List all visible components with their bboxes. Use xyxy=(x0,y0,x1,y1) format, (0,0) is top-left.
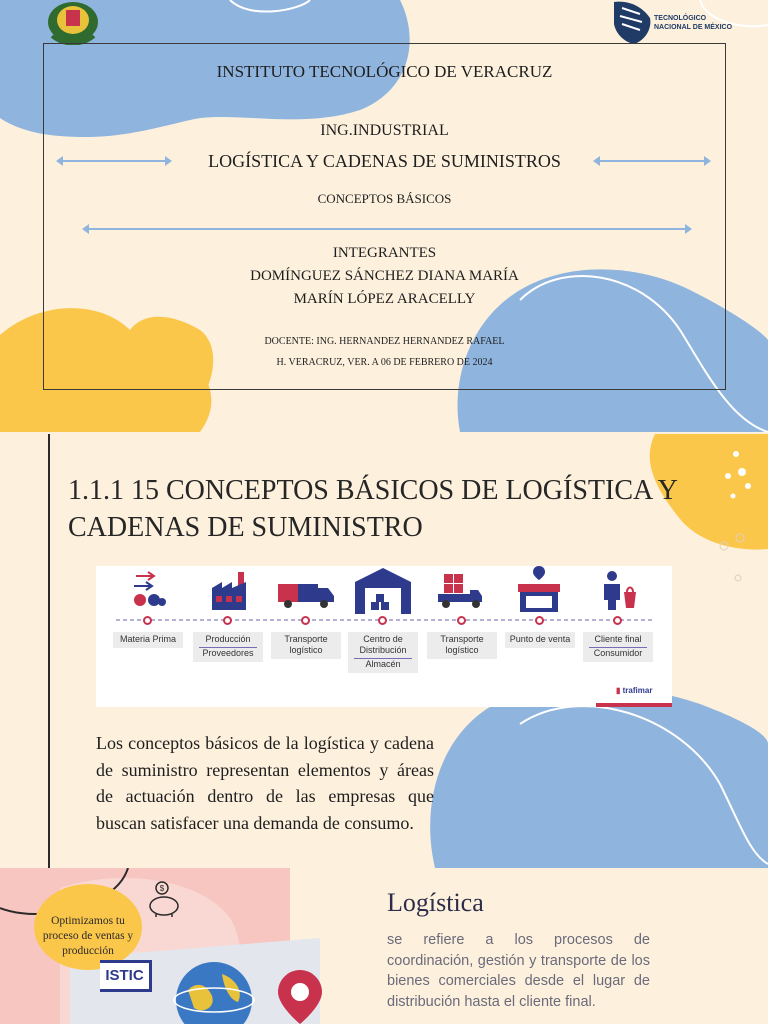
member-2: MARÍN LÓPEZ ARACELLY xyxy=(293,291,476,307)
chain-label-transport-1: Transporte logístico xyxy=(284,634,328,655)
brand-bar xyxy=(596,703,672,707)
member-1: DOMÍNGUEZ SÁNCHEZ DIANA MARÍA xyxy=(250,268,519,284)
svg-text:$: $ xyxy=(159,884,165,893)
location-pin-icon xyxy=(276,968,324,1024)
chain-step-point-of-sale xyxy=(502,566,578,707)
chain-label-point-of-sale: Punto de venta xyxy=(509,634,571,644)
truck-icon xyxy=(276,570,336,610)
chain-sub-distribution: Almacén xyxy=(365,659,401,669)
chain-sub-customer: Consumidor xyxy=(593,648,643,658)
customer-icon xyxy=(600,570,638,610)
chain-step-raw-material xyxy=(110,566,186,707)
tecnm-logo-text: TECNOLÓGICO NACIONAL DE MÉXICO xyxy=(654,15,733,31)
chain-sub-production: Proveedores xyxy=(202,648,254,658)
teacher: DOCENTE: ING. HERNANDEZ HERNANDEZ RAFAEL xyxy=(264,336,505,347)
warehouse-icon xyxy=(351,566,415,614)
topic-name: CONCEPTOS BÁSICOS xyxy=(317,191,452,206)
logistics-definition: se refiere a los procesos de coordinación, gestión y transporte de los bienes comerciales desde el lugar de distribución hasta el cliente final. xyxy=(387,932,650,1010)
concepts-slide xyxy=(0,434,768,868)
store-icon xyxy=(514,566,564,612)
logistics-slide xyxy=(0,868,768,1024)
chain-step-transport-1 xyxy=(268,566,344,707)
chain-label-customer: Cliente final xyxy=(594,634,642,644)
cargo-truck-icon xyxy=(436,570,484,610)
institute-emblem-logo xyxy=(44,0,102,45)
intro-paragraph: Los conceptos básicos de la logística y cadena de suministro representan elementos y áreas de actuación dentro de las empresas que buscan satisfacer una demanda de consumo. xyxy=(96,733,434,833)
logistics-title: Logística xyxy=(387,888,484,917)
raw-material-icon xyxy=(130,570,168,610)
factory-icon xyxy=(210,570,248,610)
chain-step-production xyxy=(190,566,266,707)
istic-sign: ISTIC xyxy=(100,960,152,992)
divider-arrow xyxy=(84,228,690,230)
right-arrow-decoration xyxy=(595,160,709,162)
chain-label-production: Producción xyxy=(205,634,251,644)
badge-text: Optimizamos tu proceso de ventas y producción xyxy=(42,915,134,957)
cover-slide xyxy=(0,0,768,432)
chain-label-raw-material: Materia Prima xyxy=(119,634,176,644)
piggy-bank-icon xyxy=(146,880,184,918)
career-name: ING.INDUSTRIAL xyxy=(320,122,449,139)
globe-icon xyxy=(172,960,256,1024)
optimize-badge xyxy=(34,884,142,970)
chain-label-distribution: Centro de Distribución xyxy=(359,634,407,655)
place-date: H. VERACRUZ, VER. A 06 DE FEBRERO DE 2024 xyxy=(276,357,493,368)
section-heading: 1.1.1 15 CONCEPTOS BÁSICOS DE LOGÍSTICA Y CADENAS DE SUMINISTRO xyxy=(68,475,677,543)
chain-label-transport-2: Transporte logístico xyxy=(440,634,484,655)
chain-step-transport-2 xyxy=(424,566,500,707)
members-label: INTEGRANTES xyxy=(332,245,437,261)
trafimar-logo: ▮ trafimar xyxy=(616,686,653,695)
tecnm-logo-icon xyxy=(610,0,654,46)
chain-step-distribution xyxy=(345,566,421,707)
institute-name: INSTITUTO TECNOLÓGICO DE VERACRUZ xyxy=(216,62,553,81)
supply-chain-diagram xyxy=(96,566,672,707)
course-name: LOGÍSTICA Y CADENAS DE SUMINISTROS xyxy=(208,151,561,171)
